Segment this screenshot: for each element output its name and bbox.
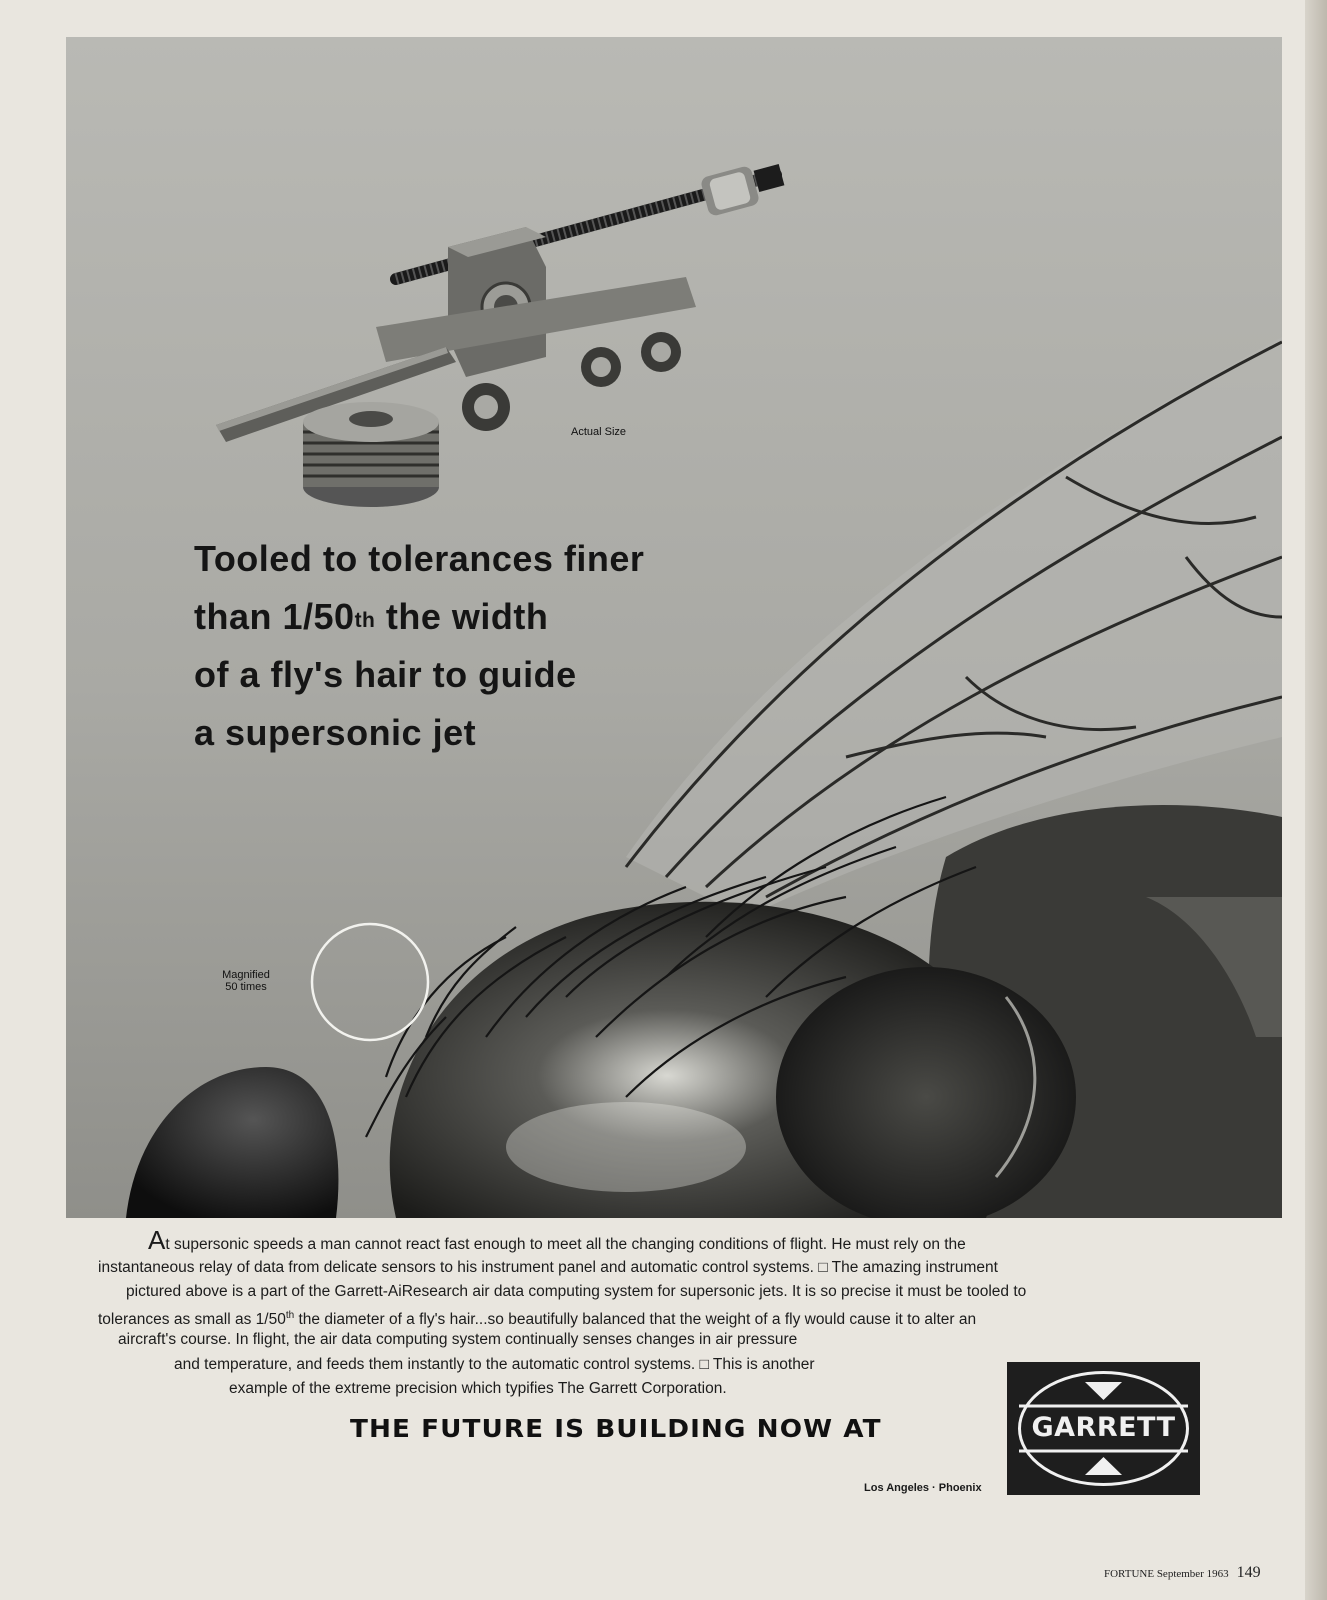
headline-line2-pre: than 1/50	[194, 596, 355, 637]
body-line4-post: the diameter of a fly's hair...so beautifully balanced that the weight of a fly would cause it to alter an	[294, 1311, 977, 1329]
body-line5: aircraft's course. In flight, the air data computing system continually senses changes in air pressure	[118, 1331, 798, 1348]
cities-line: Los Angeles · Phoenix	[864, 1482, 982, 1494]
folio-magazine: FORTUNE September 1963	[1104, 1568, 1229, 1580]
folio	[1104, 1564, 1261, 1582]
headline-line2	[194, 588, 754, 646]
body-line6: and temperature, and feeds them instantly to the automatic control systems. □ This is another	[174, 1356, 815, 1373]
body-dropcap: A	[148, 1225, 166, 1255]
headline-line3: of a fly's hair to guide	[194, 654, 577, 695]
tagline: THE FUTURE IS BUILDING NOW AT	[350, 1414, 882, 1443]
headline-line1: Tooled to tolerances finer	[194, 538, 645, 579]
headline-line4: a supersonic jet	[194, 712, 477, 753]
actual-size-caption: Actual Size	[571, 426, 627, 438]
magnified-caption	[201, 969, 291, 993]
headline	[194, 530, 754, 762]
photo-panel	[66, 37, 1282, 1218]
body-line1	[148, 1225, 966, 1257]
body-line1-text: t supersonic speeds a man cannot react fast enough to meet all the changing conditions of flight. He must rely on the	[165, 1236, 966, 1253]
logo-text: GARRETT	[1031, 1412, 1176, 1443]
body-line3: pictured above is a part of the Garrett-AiResearch air data computing system for supersonic jets. It is so precise it must be tooled to	[126, 1283, 1027, 1300]
magnified-caption-line2: 50 times	[225, 981, 267, 993]
instrument-illustration	[216, 157, 876, 517]
magnified-caption-line1: Magnified	[222, 969, 270, 981]
folio-page-number: 149	[1236, 1564, 1261, 1581]
headline-line2-sup: th	[354, 609, 376, 632]
body-line7: example of the extreme precision which typifies The Garrett Corporation.	[229, 1380, 727, 1397]
body-line4-sup: th	[285, 1310, 295, 1321]
headline-line2-post: the width	[375, 596, 549, 637]
garrett-logo	[1007, 1362, 1200, 1495]
page-edge	[1305, 0, 1327, 1600]
body-line2: instantaneous relay of data from delicate sensors to his instrument panel and automatic control systems. □ The amazing instrument	[98, 1259, 998, 1276]
body-line4-pre: tolerances as small as 1/50	[98, 1311, 286, 1329]
